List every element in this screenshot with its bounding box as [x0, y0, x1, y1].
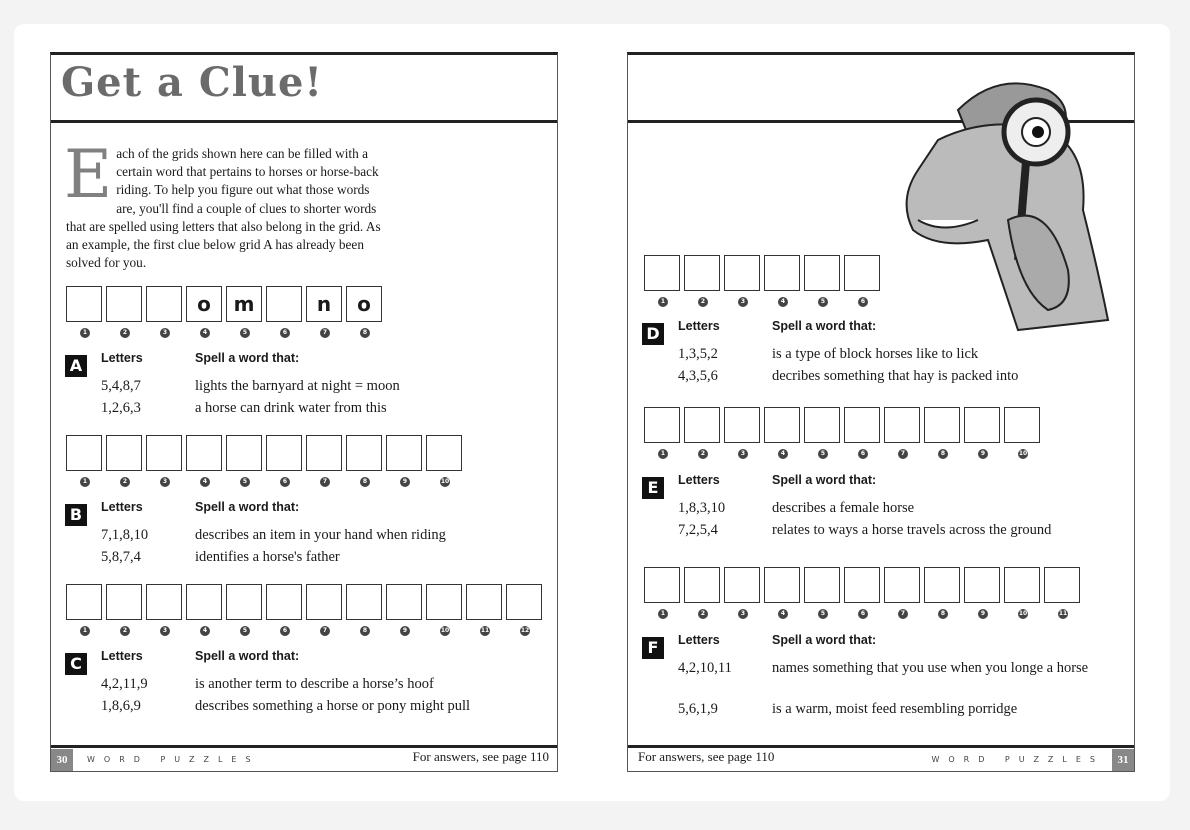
clue-text: is a warm, moist feed resembling porridge — [772, 701, 1018, 717]
letter-grid-C — [66, 584, 542, 634]
letter-grid-F — [644, 567, 1080, 617]
cell-number: 5 — [818, 449, 828, 459]
grid-cell[interactable] — [684, 567, 720, 617]
answers-note: For answers, see page 110 — [638, 749, 775, 764]
grid-cell[interactable] — [266, 286, 302, 336]
cell-number: 5 — [818, 297, 828, 307]
letters-header: Letters — [678, 473, 720, 487]
cell-letter: n — [316, 292, 332, 316]
cell-number: 3 — [160, 328, 170, 338]
grid-cell[interactable] — [764, 255, 800, 305]
letters-header: Letters — [101, 649, 143, 663]
clue-letters: 5,4,8,7 — [101, 378, 141, 394]
clue-text: identifies a horse's father — [195, 549, 340, 565]
intro-text: ach of the grids shown here can be filled with a certain word that pertains to horses or horse-back riding. To help you figure out what those words are, you'll find a couple of clues to shorter words that are spelled using letters that also belong in the grid. As an example, the first clue below grid A has already been solved for you. — [66, 146, 381, 271]
cell-number: 9 — [978, 449, 988, 459]
spell-header: Spell a word that: — [195, 500, 300, 514]
grid-cell[interactable] — [724, 255, 760, 305]
cell-number: 11 — [1058, 610, 1068, 617]
header-divider — [51, 120, 557, 123]
clue-letters: 7,1,8,10 — [101, 527, 149, 543]
left-page — [50, 52, 558, 772]
detective-horse-illustration — [898, 70, 1113, 340]
cell-number: 2 — [120, 328, 130, 338]
cell-number: 10 — [440, 627, 450, 634]
grid-cell[interactable] — [426, 584, 462, 634]
grid-cell[interactable] — [146, 584, 182, 634]
letters-header: Letters — [101, 500, 143, 514]
clue-text: names something that you use when you longe a horse — [772, 660, 1089, 676]
clue-text: describes something a horse or pony might pull — [195, 698, 471, 714]
series-title: WORD PUZZLES — [87, 755, 260, 764]
grid-cell[interactable] — [386, 435, 422, 485]
footer-divider — [51, 745, 557, 748]
cell-number: 5 — [818, 609, 828, 619]
puzzle-label: C — [65, 653, 87, 675]
cell-number: 8 — [938, 609, 948, 619]
clue-text: is another term to describe a horse’s hoof — [195, 676, 434, 692]
cell-number: 1 — [658, 609, 668, 619]
clue-letters: 5,8,7,4 — [101, 549, 141, 565]
cell-number: 10 — [1018, 610, 1028, 617]
answers-note: For answers, see page 110 — [412, 749, 549, 764]
grid-cell[interactable] — [226, 286, 262, 336]
grid-cell[interactable] — [684, 255, 720, 305]
cell-number: 3 — [738, 609, 748, 619]
cell-number: 11 — [480, 627, 490, 634]
grid-cell[interactable] — [644, 255, 680, 305]
letter-grid-B — [66, 435, 462, 485]
grid-cell[interactable] — [386, 584, 422, 634]
cell-number: 2 — [698, 609, 708, 619]
page-title: Get a Clue! — [61, 59, 323, 106]
footer-divider — [628, 745, 1134, 748]
grid-cell[interactable] — [306, 435, 342, 485]
clue-text: describes an item in your hand when riding — [195, 527, 446, 543]
grid-cell[interactable] — [146, 286, 182, 336]
cell-number: 6 — [858, 609, 868, 619]
page-number: 31 — [1112, 749, 1134, 771]
cell-number: 3 — [738, 449, 748, 459]
grid-cell[interactable] — [724, 567, 760, 617]
grid-cell[interactable] — [924, 407, 960, 457]
clue-text: a horse can drink water from this — [195, 400, 387, 416]
grid-cell[interactable] — [964, 407, 1000, 457]
letter-grid-D — [644, 255, 880, 305]
cell-number: 9 — [400, 626, 410, 636]
cell-number: 6 — [280, 328, 290, 338]
clue-letters: 1,8,3,10 — [678, 500, 726, 516]
grid-cell[interactable] — [66, 435, 102, 485]
cell-number: 2 — [698, 449, 708, 459]
intro-paragraph — [64, 136, 386, 272]
grid-cell[interactable] — [146, 435, 182, 485]
grid-cell[interactable] — [346, 435, 382, 485]
grid-cell[interactable] — [186, 286, 222, 336]
clue-text: relates to ways a horse travels across the ground — [772, 522, 1052, 538]
cell-number: 4 — [778, 609, 788, 619]
grid-cell[interactable] — [644, 407, 680, 457]
grid-cell[interactable] — [804, 567, 840, 617]
cell-number: 4 — [778, 449, 788, 459]
grid-cell[interactable] — [724, 407, 760, 457]
clue-letters: 7,2,5,4 — [678, 522, 718, 538]
page-number: 30 — [51, 749, 73, 771]
grid-cell[interactable] — [506, 584, 542, 634]
spell-header: Spell a word that: — [772, 319, 877, 333]
cell-number: 8 — [360, 626, 370, 636]
cell-number: 3 — [160, 477, 170, 487]
cell-number: 2 — [698, 297, 708, 307]
clue-letters: 1,2,6,3 — [101, 400, 141, 416]
grid-cell[interactable] — [226, 435, 262, 485]
puzzle-label: E — [642, 477, 664, 499]
grid-cell[interactable] — [1044, 567, 1080, 617]
letters-header: Letters — [678, 319, 720, 333]
grid-cell[interactable] — [466, 584, 502, 634]
cell-number: 2 — [120, 477, 130, 487]
grid-cell[interactable] — [306, 584, 342, 634]
grid-cell[interactable] — [66, 584, 102, 634]
clue-letters: 1,8,6,9 — [101, 698, 141, 714]
grid-cell[interactable] — [346, 584, 382, 634]
grid-cell[interactable] — [764, 567, 800, 617]
cell-number: 12 — [520, 627, 530, 634]
letters-header: Letters — [101, 351, 143, 365]
cell-letter: m — [233, 292, 255, 316]
clue-text: is a type of block horses like to lick — [772, 346, 979, 362]
grid-cell[interactable] — [844, 255, 880, 305]
grid-cell[interactable] — [106, 435, 142, 485]
grid-cell[interactable] — [764, 407, 800, 457]
cell-number: 1 — [80, 626, 90, 636]
grid-cell[interactable] — [964, 567, 1000, 617]
clue-text: describes a female horse — [772, 500, 915, 516]
clue-letters: 5,6,1,9 — [678, 701, 718, 717]
grid-cell[interactable] — [266, 584, 302, 634]
cell-number: 3 — [738, 297, 748, 307]
grid-cell[interactable] — [346, 286, 382, 336]
cell-number: 8 — [360, 477, 370, 487]
right-page — [627, 52, 1135, 772]
grid-cell[interactable] — [106, 286, 142, 336]
series-title: WORD PUZZLES — [931, 755, 1104, 764]
cell-number: 7 — [320, 477, 330, 487]
grid-cell[interactable] — [644, 567, 680, 617]
cell-number: 8 — [938, 449, 948, 459]
cell-number: 6 — [280, 477, 290, 487]
grid-cell[interactable] — [186, 584, 222, 634]
spell-header: Spell a word that: — [772, 633, 877, 647]
clue-letters: 4,2,10,11 — [678, 660, 732, 676]
grid-cell[interactable] — [186, 435, 222, 485]
grid-cell[interactable] — [106, 584, 142, 634]
grid-cell[interactable] — [306, 286, 342, 336]
cell-number: 7 — [320, 328, 330, 338]
spell-header: Spell a word that: — [772, 473, 877, 487]
cell-number: 4 — [778, 297, 788, 307]
cell-number: 4 — [200, 477, 210, 487]
grid-cell[interactable] — [1004, 407, 1040, 457]
cell-number: 6 — [858, 297, 868, 307]
cell-number: 5 — [240, 328, 250, 338]
grid-cell[interactable] — [684, 407, 720, 457]
cell-number: 10 — [1018, 450, 1028, 457]
clue-letters: 1,3,5,2 — [678, 346, 718, 362]
cell-letter: o — [357, 292, 371, 316]
puzzle-label: A — [65, 355, 87, 377]
cell-number: 9 — [978, 609, 988, 619]
cell-number: 5 — [240, 477, 250, 487]
grid-cell[interactable] — [884, 407, 920, 457]
letter-grid-E — [644, 407, 1040, 457]
grid-cell[interactable] — [804, 255, 840, 305]
cell-number: 4 — [200, 328, 210, 338]
letters-header: Letters — [678, 633, 720, 647]
cell-letter: o — [197, 292, 211, 316]
cell-number: 4 — [200, 626, 210, 636]
puzzle-label: B — [65, 504, 87, 526]
puzzle-label: F — [642, 637, 664, 659]
clue-letters: 4,3,5,6 — [678, 368, 718, 384]
cell-number: 5 — [240, 626, 250, 636]
cell-number: 7 — [320, 626, 330, 636]
clue-text: lights the barnyard at night = moon — [195, 378, 400, 394]
grid-cell[interactable] — [804, 407, 840, 457]
cell-number: 10 — [440, 478, 450, 485]
grid-cell[interactable] — [844, 567, 880, 617]
cell-number: 7 — [898, 449, 908, 459]
cell-number: 9 — [400, 477, 410, 487]
grid-cell[interactable] — [66, 286, 102, 336]
grid-cell[interactable] — [266, 435, 302, 485]
clue-text: decribes something that hay is packed into — [772, 368, 1019, 384]
cell-number: 1 — [80, 328, 90, 338]
cell-number: 6 — [280, 626, 290, 636]
spell-header: Spell a word that: — [195, 649, 300, 663]
grid-cell[interactable] — [226, 584, 262, 634]
grid-cell[interactable] — [844, 407, 880, 457]
letter-grid-A — [66, 286, 382, 336]
cell-number: 6 — [858, 449, 868, 459]
grid-cell[interactable] — [426, 435, 462, 485]
grid-cell[interactable] — [884, 567, 920, 617]
grid-cell[interactable] — [924, 567, 960, 617]
cell-number: 1 — [80, 477, 90, 487]
cell-number: 1 — [658, 449, 668, 459]
cell-number: 2 — [120, 626, 130, 636]
cell-number: 8 — [360, 328, 370, 338]
cell-number: 3 — [160, 626, 170, 636]
spell-header: Spell a word that: — [195, 351, 300, 365]
puzzle-label: D — [642, 323, 664, 345]
drop-cap: E — [64, 136, 113, 213]
clue-letters: 4,2,11,9 — [101, 676, 148, 692]
cell-number: 1 — [658, 297, 668, 307]
cell-number: 7 — [898, 609, 908, 619]
grid-cell[interactable] — [1004, 567, 1040, 617]
